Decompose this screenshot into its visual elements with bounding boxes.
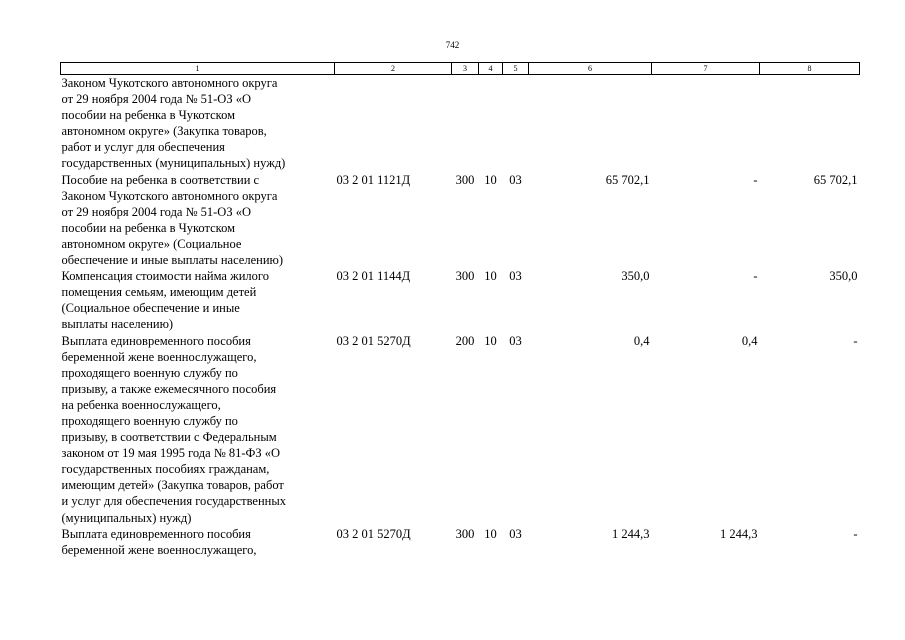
row-name-line: Выплата единовременного пособия: [61, 333, 251, 348]
row-col7-cell: -: [753, 269, 758, 284]
row-code-cell: 03 2 01 1144Д: [336, 269, 411, 284]
row-name-line: пособии на ребенка в Чукотском: [61, 220, 236, 235]
row-code-cell: 03 2 01 5270Д: [336, 333, 411, 348]
row-name-line: помещения семьям, имеющим детей: [61, 285, 257, 300]
row-name-line: работ и услуг для обеспечения: [61, 140, 225, 155]
row-col6-cell: 350,0: [621, 269, 650, 284]
row-col5-cell: 03: [509, 526, 522, 541]
row-col3-cell: 300: [455, 269, 475, 284]
row-name-line: автономном округе» (Социальное: [61, 236, 242, 251]
table-row: [61, 526, 860, 558]
row-name-line: и услуг для обеспечения государственных: [61, 494, 286, 509]
row-name-cell: [61, 75, 335, 172]
row-name-line: Законом Чукотского автономного округа: [61, 188, 278, 203]
column-header-4: 4: [479, 63, 503, 75]
row-code-cell: [335, 75, 452, 172]
row-name-line: государственных (муниципальных) нужд): [61, 156, 286, 171]
row-col7-cell: -: [753, 172, 758, 187]
table-row: [61, 172, 860, 269]
row-name-line: (Социальное обеспечение и иные: [61, 301, 240, 316]
row-name-line: имеющим детей» (Закупка товаров, работ: [61, 478, 284, 493]
table-row: [61, 268, 860, 332]
row-col8-cell: [760, 75, 860, 172]
row-col4-cell: 10: [484, 333, 497, 348]
row-col5-cell: [503, 75, 529, 172]
row-col6-cell: 65 702,1: [605, 172, 650, 187]
table-header-row: [61, 63, 860, 75]
row-name-line: (муниципальных) нужд): [61, 510, 192, 525]
row-name-cell: [61, 268, 335, 332]
page-number: 742: [445, 40, 460, 50]
row-col8-cell: -: [853, 333, 858, 348]
row-col8-cell: 65 702,1: [813, 172, 858, 187]
row-col4-cell: 10: [484, 526, 497, 541]
row-col8-cell: -: [853, 526, 858, 541]
column-header-2: 2: [335, 63, 452, 75]
row-code-cell: 03 2 01 5270Д: [336, 526, 411, 541]
row-name-line: государственных пособиях гражданам,: [61, 462, 270, 477]
column-header-8: 8: [760, 63, 860, 75]
row-col5-cell: 03: [509, 172, 522, 187]
row-name-line: призыву, а также ежемесячного пособия: [61, 381, 277, 396]
row-col4-cell: [479, 75, 503, 172]
row-col3-cell: 300: [455, 172, 475, 187]
row-name-line: законом от 19 мая 1995 года № 81-ФЗ «О: [61, 446, 281, 461]
table-row: [61, 333, 860, 526]
row-col3-cell: 200: [455, 333, 475, 348]
column-header-3: 3: [452, 63, 479, 75]
row-name-line: выплаты населению): [61, 317, 174, 332]
row-name-line: Пособие на ребенка в соответствии с: [61, 172, 260, 187]
budget-table: [60, 62, 860, 558]
row-name-line: от 29 ноября 2004 года № 51-ОЗ «О: [61, 92, 252, 107]
row-name-line: автономном округе» (Закупка товаров,: [61, 124, 267, 139]
column-header-7: 7: [652, 63, 760, 75]
row-name-cell: [61, 333, 335, 526]
row-code-cell: 03 2 01 1121Д: [336, 172, 411, 187]
table-row: [61, 75, 860, 172]
row-col3-cell: [452, 75, 479, 172]
row-name-line: на ребенка военнослужащего,: [61, 397, 221, 412]
column-header-6: 6: [529, 63, 652, 75]
row-col5-cell: 03: [509, 333, 522, 348]
row-name-line: Компенсация стоимости найма жилого: [61, 269, 269, 284]
row-col3-cell: 300: [455, 526, 475, 541]
row-col6-cell: 0,4: [633, 333, 650, 348]
row-name-line: обеспечение и иные выплаты населению): [61, 253, 284, 268]
row-col5-cell: 03: [509, 269, 522, 284]
row-name-cell: [61, 172, 335, 269]
row-name-line: пособии на ребенка в Чукотском: [61, 108, 236, 123]
row-name-line: призыву, в соответствии с Федеральным: [61, 430, 277, 445]
column-header-5: 5: [503, 63, 529, 75]
row-name-line: проходящего военную службу по: [61, 365, 238, 380]
column-header-1: 1: [61, 63, 335, 75]
row-col7-cell: 0,4: [741, 333, 758, 348]
row-name-cell: [61, 526, 335, 558]
row-name-line: беременной жене военнослужащего,: [61, 542, 257, 557]
row-col8-cell: 350,0: [829, 269, 858, 284]
row-col4-cell: 10: [484, 269, 497, 284]
row-name-line: от 29 ноября 2004 года № 51-ОЗ «О: [61, 204, 252, 219]
row-name-line: Законом Чукотского автономного округа: [61, 76, 278, 90]
row-col7-cell: [652, 75, 760, 172]
row-name-line: Выплата единовременного пособия: [61, 526, 251, 541]
row-col4-cell: 10: [484, 172, 497, 187]
row-name-line: беременной жене военнослужащего,: [61, 349, 257, 364]
row-name-line: проходящего военную службу по: [61, 413, 238, 428]
row-col7-cell: 1 244,3: [720, 526, 758, 541]
row-col6-cell: [529, 75, 652, 172]
row-col6-cell: 1 244,3: [612, 526, 650, 541]
